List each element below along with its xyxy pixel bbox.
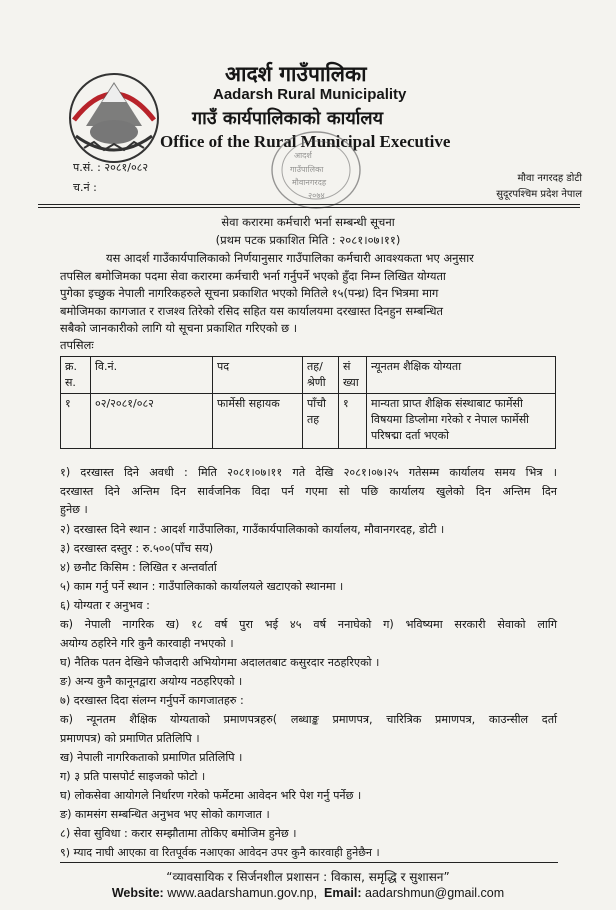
municipality-name-nepali: आदर्श गाउँपालिका [225, 62, 367, 86]
table-row [61, 394, 556, 449]
footer-divider [60, 862, 558, 863]
header-cell: सं ख्या [339, 357, 367, 394]
table-cell: १ [61, 394, 91, 449]
term-line: ४) छनौट किसिम : लिखित र अन्तर्वार्ता [60, 561, 217, 574]
body-line: बमोजिमका कागजात र राजश्व तिरेको रसिद सहित यस कार्यालयमा दरखास्त दिनहुन सम्बन्धित [60, 303, 444, 318]
term-line: ९) म्याद नाघी आएका वा रितपूर्वक नआएका आवेदन उपर कुनै कारवाही हुनेछैन । [60, 846, 380, 859]
term-line: १) दरखास्त दिने अवधी : मिति २०८१।०७।११ गते देखि २०८१।०७।२५ गतेसम्म कार्यालय समय भित्र । [60, 466, 557, 479]
term-line: ६) योग्यता र अनुभव : [60, 599, 150, 612]
body-line: पुगेका इच्छुक नेपाली नागरिकहरुले सूचना प्रकाशित भएको मितिले १५(पन्ध्र) दिन भित्रमा माग [60, 286, 439, 300]
email-link[interactable]: aadarshmun@gmail.com [365, 886, 505, 900]
table-cell: मान्यता प्राप्त शैक्षिक संस्थाबाट फार्मेसी विषयमा डिप्लोमा गरेको र नेपाल फार्मेसी परिषद्मा दर्ता भएको [367, 394, 556, 449]
nepal-emblem-icon [64, 66, 164, 166]
term-line: ङ) अन्य कुनै कानूनद्वारा अयोग्य नठहरिएको । [60, 675, 243, 688]
notice-body [60, 250, 557, 338]
notice-subheading: (प्रथम पटक प्रकाशित मिति : २०८१।०७।११) [215, 233, 401, 247]
term-line: ख) नेपाली नागरिकताको प्रमाणित प्रतिलिपि । [60, 751, 243, 764]
term-line: दरखास्त दिने अन्तिम दिन सार्वजनिक विदा पर्न गएमा सो पछि कार्यालय खुलेको दिन अन्तिम दिन [60, 485, 557, 498]
body-line: यस आदर्श गाउँकार्यपालिकाको निर्णयानुसार गाउँपालिका कर्मचारी आवश्यकता भए अनुसार [106, 251, 474, 265]
email-label: Email: [324, 886, 362, 900]
dispatch-number: च.नं : [73, 181, 97, 194]
table-cell: पाँचौ तह [303, 394, 339, 449]
term-line: ५) काम गर्नु पर्ने स्थान : गाउँपालिकाको कार्यालयले खटाएको स्थानमा । [60, 580, 344, 593]
body-line: तपसिल बमोजिमका पदमा सेवा करारमा कर्मचारी भर्ना गर्नुपर्ने भएको हुँदा निम्न लिखित योग्यता [60, 268, 446, 283]
term-line: ग) ३ प्रति पासपोर्ट साइजको फोटो । [60, 770, 206, 783]
header-cell: क्र. स. [61, 357, 91, 394]
table-label: तपसिलः [60, 338, 94, 352]
office-address-line-2: सुदूरपश्चिम प्रदेश नेपाल [496, 189, 582, 200]
table-cell: ०२/२०८१/०८२ [91, 394, 213, 449]
office-name-english: Office of the Rural Municipal Executive [160, 132, 451, 151]
office-seal-stamp [268, 128, 364, 212]
notice-heading: सेवा करारमा कर्मचारी भर्ना सम्बन्धी सूचना [221, 215, 395, 229]
svg-text:मौवानगरदह: मौवानगरदह [292, 178, 327, 187]
office-address-line-1: मौवा नगरदह डोटी [517, 173, 582, 184]
vacancy-table [60, 356, 556, 449]
table-cell: फार्मेसी सहायक [213, 394, 303, 449]
header-cell: न्यूनतम शैक्षिक योग्यता [367, 357, 556, 394]
footer-slogan: “व्यावसायिक र सिर्जनशील प्रशासन : विकास, समृद्धि र सुशासन” [166, 870, 450, 884]
body-line: सबैको जानकारीको लागि यो सूचना प्रकाशित गरिएको छ । [60, 321, 298, 335]
svg-text:गाउँपालिका: गाउँपालिका [290, 165, 324, 174]
reference-number: प.सं. : २०८१/०८२ [73, 161, 149, 174]
website-label: Website: [111, 886, 164, 900]
term-line: ङ) कामसंग सम्बन्धित अनुभव भए सोको कागजात । [60, 808, 270, 821]
term-line: हुनेछ । [60, 503, 88, 516]
term-line: २) दरखास्त दिने स्थान : आदर्श गाउँपालिका, गाउँकार्यपालिकाको कार्यालय, मौवानगरदह, डोटी । [60, 523, 445, 536]
office-name-nepali: गाउँ कार्यपालिकाको कार्यालय [192, 108, 384, 129]
term-line: प्रमाणपत्र) को प्रमाणित प्रतिलिपि । [60, 732, 200, 745]
footer-contact [0, 886, 616, 900]
header-divider-top [38, 204, 580, 205]
term-line: घ) नैतिक पतन देखिने फौजदारी अभियोगमा अदालतबाट कसुरदार नठहरिएको । [60, 656, 380, 669]
header-cell: तह/ श्रेणी [303, 357, 339, 394]
term-line: ८) सेवा सुविधा : करार सम्झौतामा तोकिए बमोजिम हुनेछ । [60, 827, 297, 840]
term-line: क) नेपाली नागरिक ख) १८ वर्ष पुरा भई ४५ वर्ष ननाघेको ग) भविष्यमा सरकारी सेवाको लागि [60, 618, 557, 631]
term-line: ७) दरखास्त दिदा संलग्न गर्नुपर्ने कागजातहरु : [60, 694, 244, 707]
website-link[interactable]: www.aadarshamun.gov.np, [167, 886, 318, 900]
term-line: घ) लोकसेवा आयोगले निर्धारण गरेको फर्मेटमा आवेदन भरि पेश गर्नु पर्नेछ । [60, 789, 362, 802]
header-cell: वि.नं. [91, 357, 213, 394]
term-line: अयोग्य ठहरिने गरि कुनै कारवाही नभएको । [60, 637, 234, 650]
table-cell: १ [339, 394, 367, 449]
svg-text:२०७४: २०७४ [308, 191, 325, 200]
svg-text:आदर्श: आदर्श [294, 151, 312, 160]
header-divider-bottom [38, 207, 580, 208]
term-line: ३) दरखास्त दस्तुर : रु.५००(पाँच सय) [60, 542, 214, 555]
table-header-row [61, 357, 556, 394]
header-cell: पद [213, 357, 303, 394]
municipality-name-english: Aadarsh Rural Municipality [213, 86, 407, 103]
term-line: क) न्यूनतम शैक्षिक योग्यताको प्रमाणपत्रहरु( लब्धाङ्क प्रमाणपत्र, चारित्रिक प्रमाणपत्र, काउन्सील दर्ता [60, 713, 557, 726]
